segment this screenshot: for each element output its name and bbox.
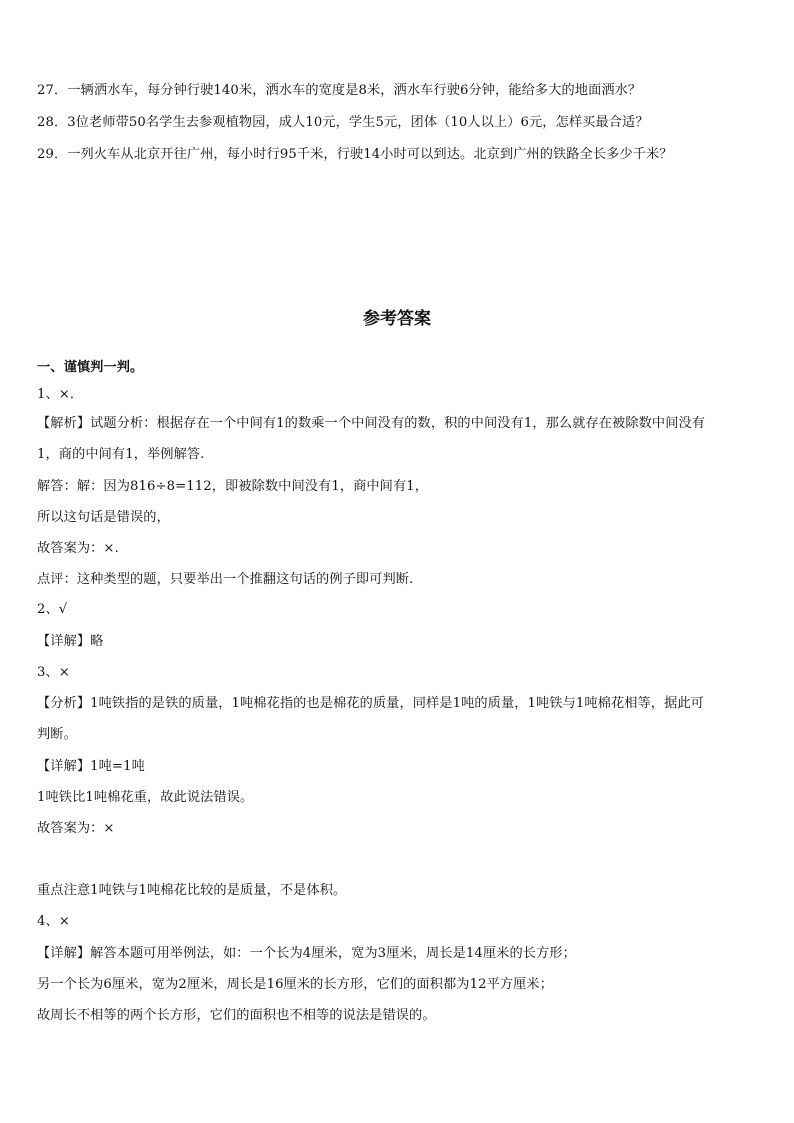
question-28: 28．3位老师带50名学生去参观植物园，成人10元，学生5元，团体（10人以上）6元，怎样买最合适？ xyxy=(37,115,649,130)
answers-title: 参考答案 xyxy=(363,309,431,329)
answer-4-detail-line-3: 故周长不相等的两个长方形，它们的面积也不相等的说法是错误的。 xyxy=(37,1008,436,1023)
answer-2-head: 2、√ xyxy=(37,602,68,617)
answer-3-analysis-line-1: 【分析】1吨铁指的是铁的质量，1吨棉花指的也是棉花的质量，同样是1吨的质量，1吨铁与1吨棉花相等，据此可 xyxy=(37,696,704,711)
question-27: 27．一辆洒水车，每分钟行驶140米，洒水车的宽度是8米，洒水车行驶6分钟，能给多大的地面洒水？ xyxy=(37,83,642,98)
answer-3-note: 重点注意1吨铁与1吨棉花比较的是质量，不是体积。 xyxy=(37,883,347,898)
question-29: 29．一列火车从北京开往广州，每小时行95千米，行驶14小时可以到达。北京到广州的铁路全长多少千米？ xyxy=(37,147,673,162)
answer-1-conclusion: 故答案为：×. xyxy=(37,541,119,556)
answer-1-comment: 点评：这种类型的题，只要举出一个推翻这句话的例子即可判断. xyxy=(37,572,414,587)
answer-4-head: 4、× xyxy=(37,914,70,929)
answer-3-head: 3、× xyxy=(37,665,70,680)
answer-1-analysis-line-1: 【解析】试题分析：根据存在一个中间有1的数乘一个中间没有的数，积的中间没有1，那么就存在被除数中间没有 xyxy=(37,416,706,431)
section-heading-1: 一、谨慎判一判。 xyxy=(37,360,144,375)
answer-3-detail-2: 1吨铁比1吨棉花重，故此说法错误。 xyxy=(37,790,254,805)
answer-4-detail-line-2: 另一个长为6厘米，宽为2厘米，周长是16厘米的长方形，它们的面积都为12平方厘米； xyxy=(37,977,554,992)
answer-3-analysis-line-2: 判断。 xyxy=(37,727,77,742)
answer-2-detail: 【详解】略 xyxy=(37,634,104,649)
answer-1-head: 1、×． xyxy=(37,387,84,402)
answer-3-conclusion: 故答案为：× xyxy=(37,821,115,836)
answer-4-detail-line-1: 【详解】解答本题可用举例法，如：一个长为4厘米，宽为3厘米，周长是14厘米的长方形； xyxy=(37,946,576,961)
answer-1-analysis-line-2: 1，商的中间有1，举例解答. xyxy=(37,447,205,462)
answer-3-detail: 【详解】1吨=1吨 xyxy=(37,759,145,774)
answer-1-solution: 解答：解：因为816÷8=112，即被除数中间没有1，商中间有1， xyxy=(37,479,429,494)
answer-1-solution-2: 所以这句话是错误的， xyxy=(37,510,170,525)
